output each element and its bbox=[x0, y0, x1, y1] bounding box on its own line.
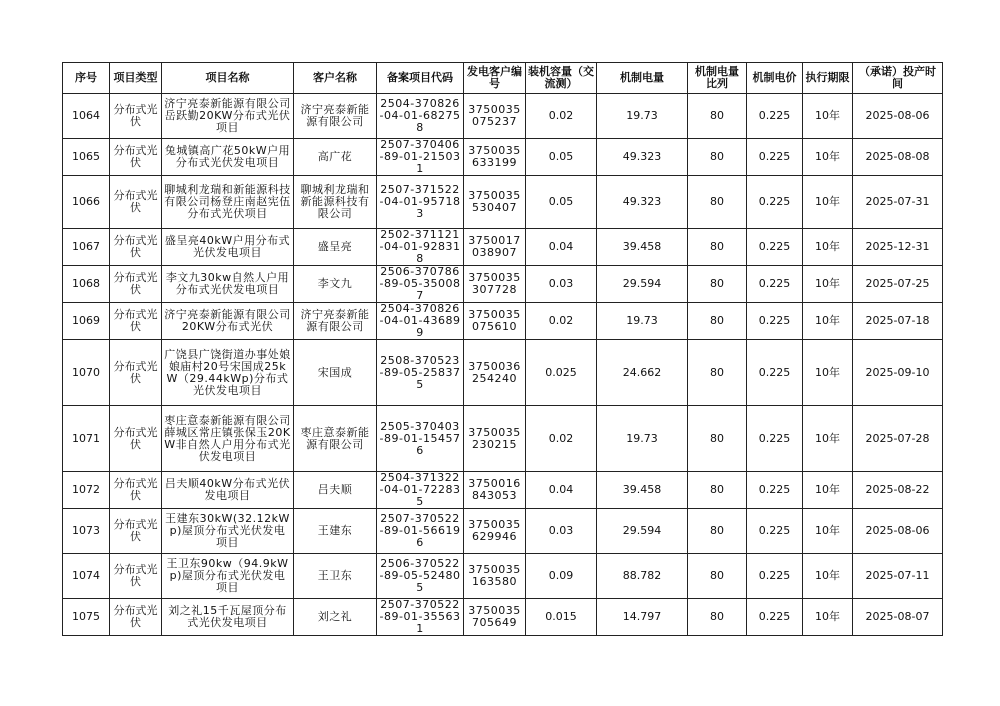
cell-record-code: 2504-371322-04-01-722835 bbox=[377, 472, 464, 509]
header-customer-no: 发电客户编号 bbox=[464, 63, 526, 94]
cell-power: 29.594 bbox=[597, 266, 688, 303]
header-power: 机制电量 bbox=[597, 63, 688, 94]
cell-project-name: 盛呈亮40kW户用分布式光伏发电项目 bbox=[162, 229, 294, 266]
cell-date: 2025-08-06 bbox=[853, 94, 943, 139]
cell-type: 分布式光伏 bbox=[110, 266, 162, 303]
cell-record-code: 2506-370522-89-05-524805 bbox=[377, 554, 464, 599]
cell-power: 49.323 bbox=[597, 176, 688, 229]
cell-ratio: 80 bbox=[688, 176, 747, 229]
cell-capacity: 0.04 bbox=[526, 472, 597, 509]
cell-price: 0.225 bbox=[747, 472, 803, 509]
cell-price: 0.225 bbox=[747, 176, 803, 229]
cell-ratio: 80 bbox=[688, 554, 747, 599]
cell-capacity: 0.04 bbox=[526, 229, 597, 266]
cell-period: 10年 bbox=[803, 472, 853, 509]
cell-date: 2025-07-31 bbox=[853, 176, 943, 229]
cell-seq: 1072 bbox=[63, 472, 110, 509]
header-price: 机制电价 bbox=[747, 63, 803, 94]
table-row bbox=[63, 340, 943, 406]
cell-date: 2025-07-11 bbox=[853, 554, 943, 599]
table-row bbox=[63, 406, 943, 472]
cell-project-name: 广饶县广饶街道办事处娘娘庙村20号宋国成25kW（29.44kWp)分布式光伏发电项目 bbox=[162, 340, 294, 406]
cell-price: 0.225 bbox=[747, 266, 803, 303]
cell-capacity: 0.02 bbox=[526, 94, 597, 139]
cell-type: 分布式光伏 bbox=[110, 94, 162, 139]
cell-power: 39.458 bbox=[597, 472, 688, 509]
cell-seq: 1074 bbox=[63, 554, 110, 599]
cell-capacity: 0.05 bbox=[526, 139, 597, 176]
cell-project-name: 兔城镇高广花50kW户用分布式光伏发电项目 bbox=[162, 139, 294, 176]
cell-customer-no: 3750017038907 bbox=[464, 229, 526, 266]
cell-power: 88.782 bbox=[597, 554, 688, 599]
cell-customer-no: 3750035230215 bbox=[464, 406, 526, 472]
header-capacity: 装机容量（交流测） bbox=[526, 63, 597, 94]
cell-type: 分布式光伏 bbox=[110, 229, 162, 266]
cell-period: 10年 bbox=[803, 406, 853, 472]
cell-period: 10年 bbox=[803, 509, 853, 554]
cell-customer-name: 刘之礼 bbox=[294, 599, 377, 636]
cell-customer-name: 高广花 bbox=[294, 139, 377, 176]
cell-seq: 1064 bbox=[63, 94, 110, 139]
cell-customer-name: 李文九 bbox=[294, 266, 377, 303]
cell-type: 分布式光伏 bbox=[110, 472, 162, 509]
cell-type: 分布式光伏 bbox=[110, 176, 162, 229]
cell-date: 2025-07-28 bbox=[853, 406, 943, 472]
cell-seq: 1068 bbox=[63, 266, 110, 303]
cell-date: 2025-09-10 bbox=[853, 340, 943, 406]
cell-record-code: 2504-370826-04-01-682758 bbox=[377, 94, 464, 139]
cell-type: 分布式光伏 bbox=[110, 509, 162, 554]
header-date: （承诺）投产时间 bbox=[853, 63, 943, 94]
cell-project-name: 济宁亮泰新能源有限公司岳跃勤20KW分布式光伏项目 bbox=[162, 94, 294, 139]
cell-date: 2025-07-18 bbox=[853, 303, 943, 340]
table-row bbox=[63, 94, 943, 139]
cell-customer-no: 3750035705649 bbox=[464, 599, 526, 636]
cell-project-name: 枣庄意泰新能源有限公司薛城区常庄镇张保玉20KW非自然人户用分布式光伏发电项目 bbox=[162, 406, 294, 472]
cell-project-name: 王建东30kW(32.12kWp)屋顶分布式光伏发电项目 bbox=[162, 509, 294, 554]
header-period: 执行期限 bbox=[803, 63, 853, 94]
cell-record-code: 2502-371121-04-01-928318 bbox=[377, 229, 464, 266]
cell-customer-no: 3750035075237 bbox=[464, 94, 526, 139]
cell-customer-no: 3750016843053 bbox=[464, 472, 526, 509]
cell-project-name: 济宁亮泰新能源有限公司20KW分布式光伏 bbox=[162, 303, 294, 340]
table-row bbox=[63, 472, 943, 509]
cell-ratio: 80 bbox=[688, 599, 747, 636]
cell-date: 2025-08-07 bbox=[853, 599, 943, 636]
cell-power: 19.73 bbox=[597, 406, 688, 472]
table-header-row bbox=[63, 63, 943, 94]
cell-price: 0.225 bbox=[747, 94, 803, 139]
cell-capacity: 0.025 bbox=[526, 340, 597, 406]
table-row bbox=[63, 139, 943, 176]
cell-date: 2025-08-06 bbox=[853, 509, 943, 554]
cell-type: 分布式光伏 bbox=[110, 340, 162, 406]
cell-capacity: 0.09 bbox=[526, 554, 597, 599]
cell-customer-name: 王建东 bbox=[294, 509, 377, 554]
cell-period: 10年 bbox=[803, 599, 853, 636]
cell-ratio: 80 bbox=[688, 94, 747, 139]
cell-power: 14.797 bbox=[597, 599, 688, 636]
cell-price: 0.225 bbox=[747, 229, 803, 266]
cell-customer-name: 济宁亮泰新能源有限公司 bbox=[294, 94, 377, 139]
cell-record-code: 2507-371522-04-01-957183 bbox=[377, 176, 464, 229]
cell-price: 0.225 bbox=[747, 599, 803, 636]
cell-customer-no: 3750035307728 bbox=[464, 266, 526, 303]
cell-seq: 1070 bbox=[63, 340, 110, 406]
cell-price: 0.225 bbox=[747, 554, 803, 599]
cell-power: 49.323 bbox=[597, 139, 688, 176]
table-row bbox=[63, 229, 943, 266]
cell-period: 10年 bbox=[803, 176, 853, 229]
cell-seq: 1066 bbox=[63, 176, 110, 229]
cell-power: 39.458 bbox=[597, 229, 688, 266]
cell-period: 10年 bbox=[803, 554, 853, 599]
cell-ratio: 80 bbox=[688, 340, 747, 406]
cell-power: 19.73 bbox=[597, 94, 688, 139]
cell-capacity: 0.03 bbox=[526, 266, 597, 303]
cell-ratio: 80 bbox=[688, 229, 747, 266]
cell-customer-name: 枣庄意泰新能源有限公司 bbox=[294, 406, 377, 472]
cell-price: 0.225 bbox=[747, 406, 803, 472]
cell-ratio: 80 bbox=[688, 509, 747, 554]
header-name: 项目名称 bbox=[162, 63, 294, 94]
cell-ratio: 80 bbox=[688, 303, 747, 340]
cell-type: 分布式光伏 bbox=[110, 139, 162, 176]
cell-customer-name: 吕夫顺 bbox=[294, 472, 377, 509]
cell-customer-name: 王卫东 bbox=[294, 554, 377, 599]
cell-power: 24.662 bbox=[597, 340, 688, 406]
header-ratio: 机制电量比列 bbox=[688, 63, 747, 94]
header-customer: 客户名称 bbox=[294, 63, 377, 94]
table-body bbox=[63, 94, 943, 636]
table-row bbox=[63, 599, 943, 636]
table-row bbox=[63, 509, 943, 554]
cell-date: 2025-08-22 bbox=[853, 472, 943, 509]
cell-record-code: 2506-370786-89-05-350087 bbox=[377, 266, 464, 303]
cell-date: 2025-07-25 bbox=[853, 266, 943, 303]
cell-record-code: 2507-370522-89-01-355631 bbox=[377, 599, 464, 636]
cell-capacity: 0.015 bbox=[526, 599, 597, 636]
cell-customer-no: 3750035629946 bbox=[464, 509, 526, 554]
cell-type: 分布式光伏 bbox=[110, 303, 162, 340]
cell-seq: 1073 bbox=[63, 509, 110, 554]
header-seq: 序号 bbox=[63, 63, 110, 94]
cell-date: 2025-08-08 bbox=[853, 139, 943, 176]
cell-capacity: 0.05 bbox=[526, 176, 597, 229]
cell-record-code: 2505-370403-89-01-154576 bbox=[377, 406, 464, 472]
table-row bbox=[63, 554, 943, 599]
cell-customer-name: 宋国成 bbox=[294, 340, 377, 406]
cell-capacity: 0.02 bbox=[526, 303, 597, 340]
cell-price: 0.225 bbox=[747, 303, 803, 340]
cell-project-name: 聊城利龙瑞和新能源科技有限公司杨登庄南赵宪伍分布式光伏项目 bbox=[162, 176, 294, 229]
cell-seq: 1069 bbox=[63, 303, 110, 340]
cell-ratio: 80 bbox=[688, 139, 747, 176]
header-type: 项目类型 bbox=[110, 63, 162, 94]
cell-type: 分布式光伏 bbox=[110, 554, 162, 599]
cell-customer-no: 3750035163580 bbox=[464, 554, 526, 599]
cell-period: 10年 bbox=[803, 229, 853, 266]
cell-price: 0.225 bbox=[747, 340, 803, 406]
cell-record-code: 2507-370406-89-01-215031 bbox=[377, 139, 464, 176]
cell-customer-no: 3750035530407 bbox=[464, 176, 526, 229]
cell-project-name: 吕夫顺40kW分布式光伏发电项目 bbox=[162, 472, 294, 509]
cell-customer-no: 3750035075610 bbox=[464, 303, 526, 340]
cell-record-code: 2508-370523-89-05-258375 bbox=[377, 340, 464, 406]
cell-ratio: 80 bbox=[688, 406, 747, 472]
cell-customer-no: 3750035633199 bbox=[464, 139, 526, 176]
cell-price: 0.225 bbox=[747, 509, 803, 554]
cell-period: 10年 bbox=[803, 340, 853, 406]
cell-type: 分布式光伏 bbox=[110, 406, 162, 472]
cell-ratio: 80 bbox=[688, 266, 747, 303]
cell-ratio: 80 bbox=[688, 472, 747, 509]
cell-period: 10年 bbox=[803, 266, 853, 303]
cell-customer-no: 3750036254240 bbox=[464, 340, 526, 406]
cell-date: 2025-12-31 bbox=[853, 229, 943, 266]
cell-record-code: 2504-370826-04-01-436899 bbox=[377, 303, 464, 340]
cell-seq: 1067 bbox=[63, 229, 110, 266]
cell-capacity: 0.03 bbox=[526, 509, 597, 554]
cell-record-code: 2507-370522-89-01-566196 bbox=[377, 509, 464, 554]
cell-period: 10年 bbox=[803, 139, 853, 176]
header-record-code: 备案项目代码 bbox=[377, 63, 464, 94]
cell-seq: 1071 bbox=[63, 406, 110, 472]
cell-capacity: 0.02 bbox=[526, 406, 597, 472]
cell-power: 29.594 bbox=[597, 509, 688, 554]
table-row bbox=[63, 176, 943, 229]
cell-period: 10年 bbox=[803, 94, 853, 139]
cell-power: 19.73 bbox=[597, 303, 688, 340]
cell-project-name: 刘之礼15千瓦屋顶分布式光伏发电项目 bbox=[162, 599, 294, 636]
cell-customer-name: 聊城利龙瑞和新能源科技有限公司 bbox=[294, 176, 377, 229]
cell-type: 分布式光伏 bbox=[110, 599, 162, 636]
table-row bbox=[63, 266, 943, 303]
project-table bbox=[62, 62, 943, 636]
cell-customer-name: 济宁亮泰新能源有限公司 bbox=[294, 303, 377, 340]
cell-price: 0.225 bbox=[747, 139, 803, 176]
cell-customer-name: 盛呈亮 bbox=[294, 229, 377, 266]
cell-project-name: 李文九30kw自然人户用分布式光伏发电项目 bbox=[162, 266, 294, 303]
cell-project-name: 王卫东90kw（94.9kWp)屋顶分布式光伏发电项目 bbox=[162, 554, 294, 599]
cell-seq: 1065 bbox=[63, 139, 110, 176]
table-row bbox=[63, 303, 943, 340]
cell-seq: 1075 bbox=[63, 599, 110, 636]
cell-period: 10年 bbox=[803, 303, 853, 340]
